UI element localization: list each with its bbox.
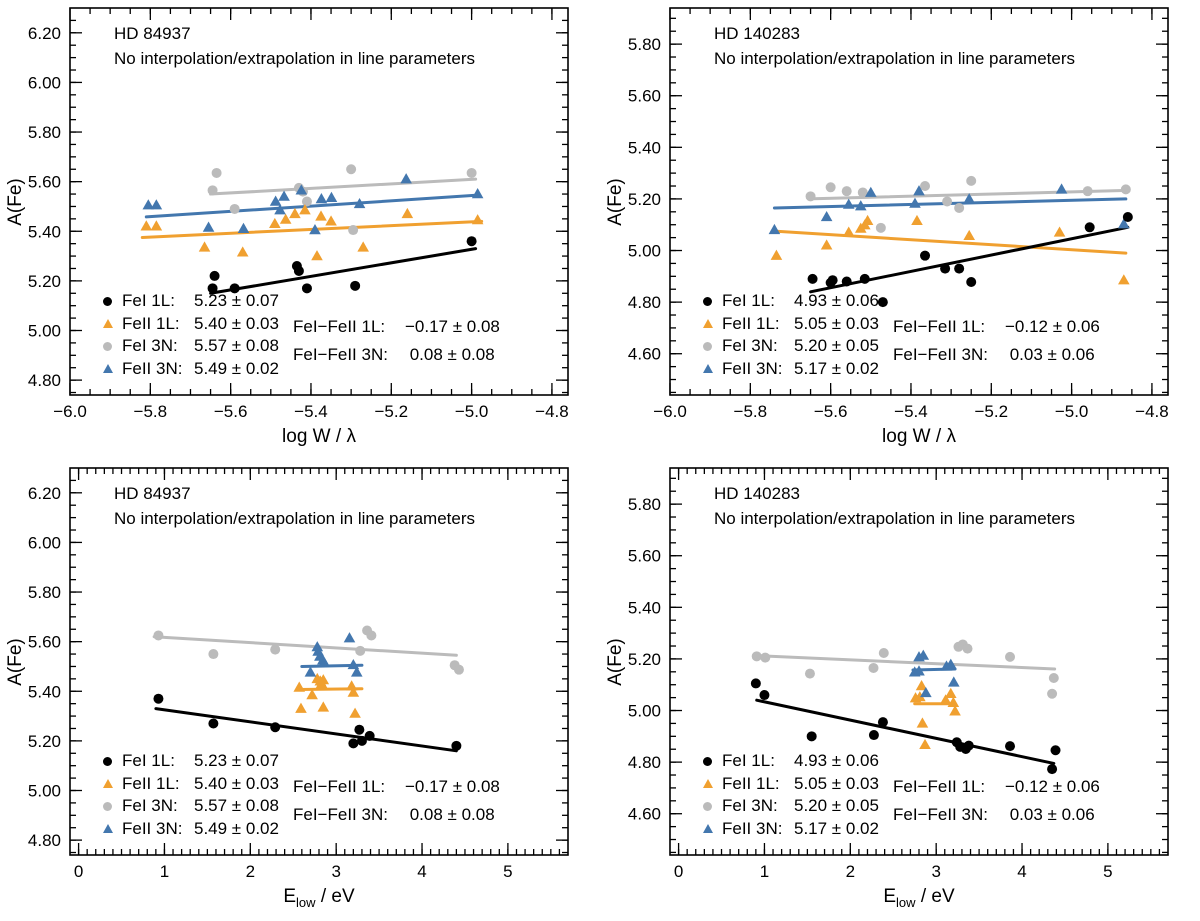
- data-point-fei-3n: [752, 651, 762, 661]
- circle-marker-icon: [700, 297, 715, 306]
- legend-label: FeI 1L:: [722, 751, 775, 771]
- panel-bottom-left: [0, 460, 600, 920]
- data-point-feii-3n: [821, 211, 833, 221]
- data-point-fei-1l: [365, 731, 375, 741]
- triangle-marker-icon: [100, 779, 115, 788]
- data-point-feii-3n: [843, 199, 855, 209]
- y-tick-label: 5.60: [627, 86, 661, 106]
- y-tick-label: 6.00: [27, 73, 61, 93]
- data-point-fei-3n: [1083, 186, 1093, 196]
- annotation-label: FeI−FeII 1L:: [893, 777, 986, 796]
- data-point-feii-1l: [349, 708, 361, 718]
- data-point-fei-1l: [920, 251, 930, 261]
- data-point-fei-3n: [868, 663, 878, 673]
- data-point-fei-1l: [954, 264, 964, 274]
- data-point-feii-3n: [278, 191, 290, 201]
- circle-marker-icon: [700, 342, 715, 351]
- legend-item: [100, 773, 279, 796]
- data-point-fei-1l: [153, 694, 163, 704]
- data-point-fei-1l: [302, 283, 312, 293]
- y-tick-label: 5.20: [627, 649, 661, 669]
- data-point-fei-3n: [1005, 652, 1015, 662]
- legend-item: [100, 750, 279, 773]
- data-point-fei-1l: [294, 266, 304, 276]
- annotation-label: FeI−FeII 1L:: [893, 317, 986, 336]
- legend-label: FeII 3N:: [122, 818, 183, 838]
- x-tick-label: −4.8: [535, 402, 569, 421]
- legend-label: FeI 3N:: [722, 336, 778, 356]
- annotation-label: FeI−FeII 3N:: [293, 344, 388, 364]
- data-point-feii-1l: [1054, 226, 1066, 236]
- data-point-fei-3n: [805, 669, 815, 679]
- annotation-line: [893, 313, 1100, 341]
- legend: [700, 750, 879, 840]
- data-point-fei-1l: [1085, 222, 1095, 232]
- data-point-feii-3n: [909, 198, 921, 208]
- data-point-feii-3n: [203, 222, 215, 232]
- y-tick-label: 4.80: [27, 371, 61, 391]
- legend-label: FeI 1L:: [122, 751, 175, 771]
- annotation-value: 0.08 ± 0.08: [405, 344, 495, 364]
- data-point-fei-1l: [807, 731, 817, 741]
- legend-item: [700, 358, 879, 381]
- legend-label: FeII 3N:: [722, 358, 783, 378]
- panel-title: HD 140283: [714, 24, 801, 43]
- data-point-feii-3n: [151, 199, 163, 209]
- legend-label: FeI 1L:: [722, 291, 775, 311]
- legend-item: [100, 818, 279, 841]
- x-tick-label: 4: [417, 862, 427, 881]
- legend-value: 5.57 ± 0.08: [194, 336, 279, 356]
- x-tick-label: −5.6: [813, 402, 848, 421]
- panel-header: [714, 481, 1075, 531]
- data-point-fei-3n: [942, 197, 952, 207]
- y-tick-label: 6.20: [27, 23, 61, 43]
- legend-item: [700, 818, 879, 841]
- x-tick-label: 1: [159, 862, 170, 881]
- data-point-feii-1l: [862, 215, 874, 225]
- data-point-fei-1l: [964, 741, 974, 751]
- data-point-feii-1l: [963, 230, 975, 240]
- data-point-fei-1l: [1123, 212, 1133, 222]
- data-point-feii-1l: [402, 208, 414, 218]
- legend-label: FeI 3N:: [722, 796, 778, 816]
- legend-item: [700, 313, 879, 336]
- x-tick-label: 0: [73, 862, 84, 881]
- y-tick-label: 5.00: [27, 321, 61, 341]
- data-point-feii-1l: [911, 215, 923, 225]
- y-tick-label: 5.00: [27, 781, 61, 801]
- x-tick-label: 1: [759, 862, 770, 881]
- annotation-value: 0.03 ± 0.06: [1005, 804, 1095, 824]
- data-point-fei-1l: [808, 274, 818, 284]
- data-point-fei-3n: [806, 191, 816, 201]
- data-point-fei-3n: [966, 176, 976, 186]
- legend-item: [100, 335, 279, 358]
- y-axis-label: A(Fe): [605, 178, 626, 226]
- difference-annotations: [893, 313, 1100, 368]
- annotation-label: FeI−FeII 1L:: [293, 317, 386, 336]
- annotation-value: 0.03 ± 0.06: [1005, 344, 1095, 364]
- data-point-fei-3n: [302, 197, 312, 207]
- data-point-feii-1l: [945, 688, 957, 698]
- y-tick-label: 6.00: [27, 533, 61, 553]
- panel-title: HD 140283: [714, 484, 801, 503]
- legend-value: 5.49 ± 0.02: [194, 818, 279, 838]
- data-point-feii-1l: [280, 214, 292, 224]
- y-axis-label: A(Fe): [5, 638, 26, 686]
- x-tick-label: 3: [331, 862, 341, 881]
- triangle-marker-icon: [100, 824, 115, 833]
- y-tick-label: 5.80: [627, 495, 661, 515]
- data-point-fei-1l: [270, 722, 280, 732]
- y-axis-label: A(Fe): [5, 178, 26, 226]
- y-tick-label: 4.80: [27, 831, 61, 851]
- x-tick-label: 3: [931, 862, 941, 881]
- data-point-feii-1l: [311, 250, 323, 260]
- x-tick-label: −6.0: [653, 402, 687, 421]
- annotation-line: [893, 341, 1100, 369]
- x-axis-label: log W / λ: [282, 426, 356, 447]
- panel-subtitle: No interpolation/extrapolation in line parameters: [714, 49, 1075, 68]
- legend-item: [700, 290, 879, 313]
- panel-subtitle: No interpolation/extrapolation in line parameters: [114, 49, 475, 68]
- data-point-fei-1l: [467, 236, 477, 246]
- data-point-fei-1l: [860, 274, 870, 284]
- data-point-fei-3n: [954, 203, 964, 213]
- x-tick-label: −5.4: [894, 402, 928, 421]
- data-point-fei-1l: [940, 264, 950, 274]
- data-point-feii-1l: [346, 680, 358, 690]
- annotation-line: [293, 341, 500, 369]
- y-tick-label: 5.80: [627, 35, 661, 55]
- data-point-feii-3n: [1056, 183, 1068, 193]
- fit-line-fei-3n: [211, 179, 476, 194]
- data-point-feii-3n: [305, 666, 317, 676]
- x-tick-label: −5.0: [1054, 402, 1089, 421]
- triangle-marker-icon: [700, 319, 715, 328]
- data-point-feii-1l: [315, 210, 327, 220]
- y-tick-label: 5.60: [627, 546, 661, 566]
- data-point-feii-1l: [289, 208, 301, 218]
- data-point-fei-1l: [878, 297, 888, 307]
- y-tick-label: 5.80: [27, 123, 61, 143]
- panel-title: HD 84937: [114, 484, 191, 503]
- panel-top-left: [0, 0, 600, 460]
- data-point-feii-1l: [917, 717, 929, 727]
- y-tick-label: 5.20: [627, 189, 661, 209]
- legend-label: FeII 1L:: [722, 313, 780, 333]
- x-tick-label: 5: [1103, 862, 1113, 881]
- data-point-fei-1l: [869, 730, 879, 740]
- y-tick-label: 5.00: [627, 701, 661, 721]
- annotation-value: −0.17 ± 0.08: [405, 777, 500, 796]
- data-point-feii-1l: [237, 246, 249, 256]
- data-point-fei-3n: [920, 181, 930, 191]
- data-point-fei-3n: [1049, 673, 1059, 683]
- data-point-fei-3n: [348, 225, 358, 235]
- data-point-fei-3n: [826, 182, 836, 192]
- legend-label: FeII 3N:: [122, 358, 183, 378]
- x-tick-label: 0: [673, 862, 684, 881]
- legend-value: 5.17 ± 0.02: [794, 818, 879, 838]
- data-point-feii-3n: [948, 676, 960, 686]
- legend-value: 5.40 ± 0.03: [194, 773, 279, 793]
- legend-label: FeII 1L:: [722, 773, 780, 793]
- data-point-feii-3n: [472, 188, 484, 198]
- data-point-feii-1l: [151, 220, 163, 230]
- data-point-fei-1l: [350, 281, 360, 291]
- y-tick-label: 5.60: [27, 172, 61, 192]
- data-point-fei-1l: [1051, 745, 1061, 755]
- data-point-fei-1l: [842, 276, 852, 286]
- fit-line-feii-3n: [146, 195, 479, 217]
- legend-value: 5.20 ± 0.05: [794, 336, 879, 356]
- data-point-feii-1l: [821, 239, 833, 249]
- data-point-fei-3n: [876, 223, 886, 233]
- data-point-feii-1l: [357, 241, 369, 251]
- panel-top-right: [600, 0, 1200, 460]
- annotation-value: 0.08 ± 0.08: [405, 804, 495, 824]
- x-tick-label: −5.8: [133, 402, 168, 421]
- legend-value: 4.93 ± 0.06: [794, 291, 879, 311]
- data-point-fei-3n: [760, 653, 770, 663]
- data-point-fei-3n: [454, 665, 464, 675]
- circle-marker-icon: [700, 802, 715, 811]
- data-point-fei-3n: [212, 168, 222, 178]
- data-point-fei-3n: [1047, 689, 1057, 699]
- data-point-fei-1l: [828, 275, 838, 285]
- fit-line-fei-3n: [154, 637, 456, 656]
- data-point-feii-3n: [326, 192, 338, 202]
- data-point-feii-1l: [843, 226, 855, 236]
- legend-value: 5.05 ± 0.03: [794, 773, 879, 793]
- x-tick-label: −6.0: [53, 402, 87, 421]
- data-point-fei-3n: [842, 186, 852, 196]
- data-point-fei-3n: [1121, 184, 1131, 194]
- data-point-fei-3n: [208, 185, 218, 195]
- y-tick-label: 5.60: [27, 632, 61, 652]
- y-tick-label: 4.80: [627, 753, 661, 773]
- data-point-feii-1l: [295, 703, 307, 713]
- legend-label: FeI 3N:: [122, 796, 178, 816]
- data-point-fei-3n: [270, 645, 280, 655]
- legend-item: [700, 795, 879, 818]
- data-point-fei-3n: [346, 164, 356, 174]
- data-point-fei-3n: [366, 630, 376, 640]
- data-point-fei-3n: [963, 644, 973, 654]
- legend-value: 5.17 ± 0.02: [794, 358, 879, 378]
- data-point-fei-3n: [879, 648, 889, 658]
- y-tick-label: 5.00: [627, 241, 661, 261]
- x-tick-label: 2: [245, 862, 256, 881]
- legend-value: 5.57 ± 0.08: [194, 796, 279, 816]
- y-tick-label: 5.40: [27, 222, 61, 242]
- difference-annotations: [893, 773, 1100, 828]
- y-tick-label: 4.60: [627, 804, 661, 824]
- data-point-fei-1l: [348, 738, 358, 748]
- y-tick-label: 4.60: [627, 344, 661, 364]
- legend-value: 5.05 ± 0.03: [794, 313, 879, 333]
- x-tick-label: −4.8: [1135, 402, 1169, 421]
- data-point-feii-3n: [316, 193, 328, 203]
- legend-value: 5.40 ± 0.03: [194, 313, 279, 333]
- legend-label: FeII 1L:: [122, 313, 180, 333]
- triangle-marker-icon: [700, 779, 715, 788]
- panel-header: [114, 21, 475, 71]
- legend-item: [100, 358, 279, 381]
- annotation-line: [893, 801, 1100, 829]
- legend-label: FeII 3N:: [722, 818, 783, 838]
- legend-value: 5.20 ± 0.05: [794, 796, 879, 816]
- x-tick-label: 2: [845, 862, 856, 881]
- legend-value: 4.93 ± 0.06: [794, 751, 879, 771]
- x-axis-label: $E_{low}$ / eV: [283, 886, 355, 910]
- legend: [100, 290, 279, 380]
- data-point-feii-1l: [771, 250, 783, 260]
- data-point-feii-3n: [344, 632, 356, 642]
- data-point-feii-3n: [400, 173, 412, 183]
- annotation-value: −0.17 ± 0.08: [405, 317, 500, 336]
- annotation-line: [293, 313, 500, 341]
- data-point-feii-1l: [1118, 274, 1130, 284]
- annotation-label: FeI−FeII 3N:: [893, 804, 988, 824]
- data-point-feii-1l: [919, 739, 931, 749]
- data-point-fei-3n: [208, 649, 218, 659]
- x-tick-label: −5.2: [974, 402, 1009, 421]
- circle-marker-icon: [100, 802, 115, 811]
- data-point-feii-3n: [238, 223, 250, 233]
- data-point-fei-1l: [354, 725, 364, 735]
- data-point-fei-1l: [1005, 741, 1015, 751]
- data-point-fei-1l: [210, 271, 220, 281]
- x-tick-label: −5.6: [213, 402, 248, 421]
- legend-item: [700, 335, 879, 358]
- y-axis-label: A(Fe): [605, 638, 626, 686]
- panel-title: HD 84937: [114, 24, 191, 43]
- legend-value: 5.23 ± 0.07: [194, 291, 279, 311]
- y-tick-label: 5.20: [27, 731, 61, 751]
- x-tick-label: −5.2: [374, 402, 409, 421]
- legend-label: FeI 1L:: [122, 291, 175, 311]
- difference-annotations: [293, 313, 500, 368]
- circle-marker-icon: [100, 297, 115, 306]
- data-point-feii-1l: [141, 220, 153, 230]
- circle-marker-icon: [100, 342, 115, 351]
- y-tick-label: 5.40: [627, 138, 661, 158]
- data-point-fei-1l: [451, 741, 461, 751]
- legend: [100, 750, 279, 840]
- triangle-marker-icon: [700, 824, 715, 833]
- panel-header: [714, 21, 1075, 71]
- circle-marker-icon: [100, 757, 115, 766]
- triangle-marker-icon: [100, 364, 115, 373]
- y-tick-label: 5.40: [627, 598, 661, 618]
- annotation-label: FeI−FeII 3N:: [293, 804, 388, 824]
- legend-item: [100, 313, 279, 336]
- panel-bottom-right: [600, 460, 1200, 920]
- x-tick-label: −5.4: [294, 402, 328, 421]
- x-tick-label: −5.0: [454, 402, 489, 421]
- data-point-fei-3n: [230, 204, 240, 214]
- x-tick-label: 5: [503, 862, 513, 881]
- fit-line-fei-1l: [156, 709, 457, 751]
- data-point-fei-1l: [208, 719, 218, 729]
- y-tick-label: 5.80: [27, 583, 61, 603]
- legend-label: FeI 3N:: [122, 336, 178, 356]
- x-tick-label: 4: [1017, 862, 1027, 881]
- x-tick-label: −5.8: [733, 402, 768, 421]
- legend-item: [700, 750, 879, 773]
- data-point-feii-1l: [325, 215, 337, 225]
- fit-line-fei-1l: [211, 249, 476, 294]
- legend-label: FeII 1L:: [122, 773, 180, 793]
- annotation-value: −0.12 ± 0.06: [1005, 317, 1100, 336]
- circle-marker-icon: [700, 757, 715, 766]
- data-point-fei-1l: [966, 277, 976, 287]
- legend-item: [700, 773, 879, 796]
- data-point-fei-1l: [751, 678, 761, 688]
- data-point-feii-1l: [472, 214, 484, 224]
- data-point-feii-1l: [317, 701, 329, 711]
- data-point-feii-1l: [293, 682, 305, 692]
- y-tick-label: 5.20: [27, 271, 61, 291]
- annotation-label: FeI−FeII 3N:: [893, 344, 988, 364]
- legend-item: [100, 795, 279, 818]
- legend-value: 5.49 ± 0.02: [194, 358, 279, 378]
- data-point-fei-3n: [153, 630, 163, 640]
- legend-item: [100, 290, 279, 313]
- annotation-line: [293, 773, 500, 801]
- x-axis-label: log W / λ: [882, 426, 956, 447]
- data-point-fei-3n: [355, 646, 365, 656]
- data-point-feii-1l: [199, 241, 211, 251]
- data-point-fei-1l: [878, 717, 888, 727]
- x-axis-label: $E_{low}$ / eV: [883, 886, 955, 910]
- annotation-label: FeI−FeII 1L:: [293, 777, 386, 796]
- y-tick-label: 5.40: [27, 682, 61, 702]
- panel-header: [114, 481, 475, 531]
- legend: [700, 290, 879, 380]
- difference-annotations: [293, 773, 500, 828]
- annotation-value: −0.12 ± 0.06: [1005, 777, 1100, 796]
- data-point-fei-3n: [467, 168, 477, 178]
- triangle-marker-icon: [700, 364, 715, 373]
- annotation-line: [293, 801, 500, 829]
- panel-subtitle: No interpolation/extrapolation in line parameters: [714, 509, 1075, 528]
- legend-value: 5.23 ± 0.07: [194, 751, 279, 771]
- triangle-marker-icon: [100, 319, 115, 328]
- data-point-feii-3n: [769, 224, 781, 234]
- data-point-feii-1l: [269, 218, 281, 228]
- y-tick-label: 4.80: [627, 293, 661, 313]
- data-point-fei-1l: [759, 690, 769, 700]
- panel-subtitle: No interpolation/extrapolation in line parameters: [114, 509, 475, 528]
- y-tick-label: 6.20: [27, 483, 61, 503]
- annotation-line: [893, 773, 1100, 801]
